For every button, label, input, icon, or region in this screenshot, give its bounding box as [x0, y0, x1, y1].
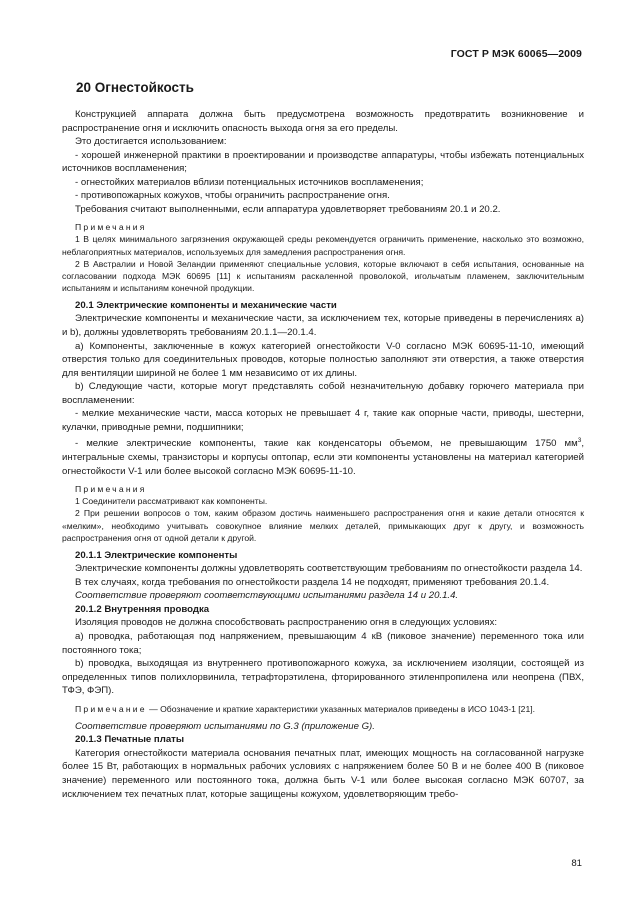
list-item: a) проводка, работающая под напряжением, превышающим 4 кВ (пиковое значение) переменного тока или постоянного тока; [62, 630, 584, 656]
paragraph: Категория огнестойкости материала основания печатных плат, имеющих мощность на согласованной нагрузке более 15 Вт, работающих в нормальных рабочих условиях с напряжением более 50 В и не более 400 В (пиковое значение) переменного или постоянного тока, должна быть V-1 или более высокая согласно МЭК 60707, за исключением тех печатных плат, которые защищены кожухом, удовлетворяющим требо- [62, 747, 584, 800]
list-item: - мелкие электрические компоненты, такие как конденсаторы объемом, не превышающим 1750 $мм^3$, интегральные схемы, транзисторы и корпусы оптопар, если эти компоненты установлены на материал категорией огнестойкости V-1 или более высокой согласно МЭК 60695-11-10. [62, 437, 584, 477]
intro-paragraph: Это достигается использованием: [75, 136, 227, 148]
page-number: 81 [571, 858, 582, 869]
note-item: 2 При решении вопросов о том, каким образом достичь наименьшего распространения огня и какие детали относятся к «мелким», необходимо учитывать совокупное влияние мелких деталей, примыкающих друг к другу, и возможность распространения огня от одной детали к другой. [62, 508, 584, 543]
compliance-statement: Соответствие проверяют соответствующими испытаниями раздела 14 и 20.1.4. [75, 590, 459, 602]
paragraph: В тех случаях, когда требования по огнестойкости раздела 14 не подходят, применяют требования 20.1.4. [75, 576, 550, 588]
paragraph: Изоляция проводов не должна способствовать распространению огня в следующих условиях: [75, 617, 498, 629]
list-item: - мелкие механические части, масса которых не превышает 4 г, такие как опорные части, приводы, шестерни, кулачки, приводные ремни, подшипники; [62, 408, 584, 433]
paragraph: Электрические компоненты должны удовлетворять соответствующим требованиям по огнестойкости раздела 14. [75, 563, 583, 575]
list-item: b) проводка, выходящая из внутреннего противопожарного кожуха, за исключением изоляции, состоящей из определенных типов полихлорвинила, тетрафторэтилена, фторированного этиленпропилена или неопрена (ПВХ, ТФЭ, ФЭП). [62, 658, 584, 697]
intro-list-item: - противопожарных кожухов, чтобы ограничить распространение огня. [75, 190, 390, 202]
subsection-heading: 20.1.3 Печатные платы [75, 734, 185, 746]
note-item: 1 Соединители рассматривают как компоненты. [75, 496, 268, 507]
compliance-statement: Соответствие проверяют испытаниями по G.3 (приложение G). [75, 720, 375, 732]
note-item: 2 В Австралии и Новой Зеландии применяют специальные условия, которые включают в себя испытания, основанные на согласовании подхода МЭК 60695 [11] к испытаниям раскаленной проволокой, игольчатым пламенем, заключительным испытаниям и испытаниям конечной продукции. [62, 258, 584, 293]
intro-list-item: - огнестойких материалов вблизи потенциальных источников воспламенения; [75, 176, 424, 188]
paragraph: Электрические компоненты и механические части, за исключением тех, которые приведены в перечислениях a) и b), должны удовлетворять требованиям 20.1.1—20.1.4. [62, 313, 584, 339]
note-label: Примечание [75, 703, 147, 714]
standard-code-header: ГОСТ Р МЭК 60065—2009 [450, 48, 582, 60]
intro-paragraph: Конструкцией аппарата должна быть предусмотрена возможность предотвратить возникновение и распространение огня и исключить опасность выхода огня за его пределы. [62, 109, 584, 134]
intro-list-item: - хорошей инженерной практики в проектировании и производстве аппаратуры, чтобы избежать потенциальных источников воспламенения; [62, 149, 584, 175]
superscript: 3 [577, 437, 582, 445]
section-title: 20 Огнестойкость [76, 80, 194, 95]
subsection-heading: 20.1.1 Электрические компоненты [75, 549, 238, 561]
subsection-heading: 20.1.2 Внутренняя проводка [75, 603, 210, 615]
page-body [62, 74, 584, 801]
paragraph: b) Следующие части, которые могут представлять собой незначительную добавку горючего материала при воспламенении: [62, 381, 584, 406]
note-item: Примечание — Обозначение и краткие характеристики указанных материалов приведены в ИСО 1043-1 [21]. [75, 703, 536, 714]
subsection-heading: 20.1 Электрические компоненты и механические части [75, 299, 337, 311]
intro-paragraph: Требования считают выполненными, если аппаратура удовлетворяет требованиям 20.1 и 20.2. [75, 203, 501, 215]
notes-title: Примечания [75, 484, 147, 495]
note-item: 1 В целях минимального загрязнения окружающей среды рекомендуется ограничить применение, насколько это возможно, неблагоприятных материалов, используемых для замедления распространения огня. [62, 234, 584, 257]
notes-title: Примечания [75, 222, 147, 233]
paragraph: a) Компоненты, заключенные в кожух категорией огнестойкости V-0 согласно МЭК 60695-11-10, имеющий отверстия только для соединительных проводов, которые полностью заполняют эти отверстия, а также отверстия для вентиляции шириной не более 1 мм независимо от их длины. [62, 340, 584, 379]
